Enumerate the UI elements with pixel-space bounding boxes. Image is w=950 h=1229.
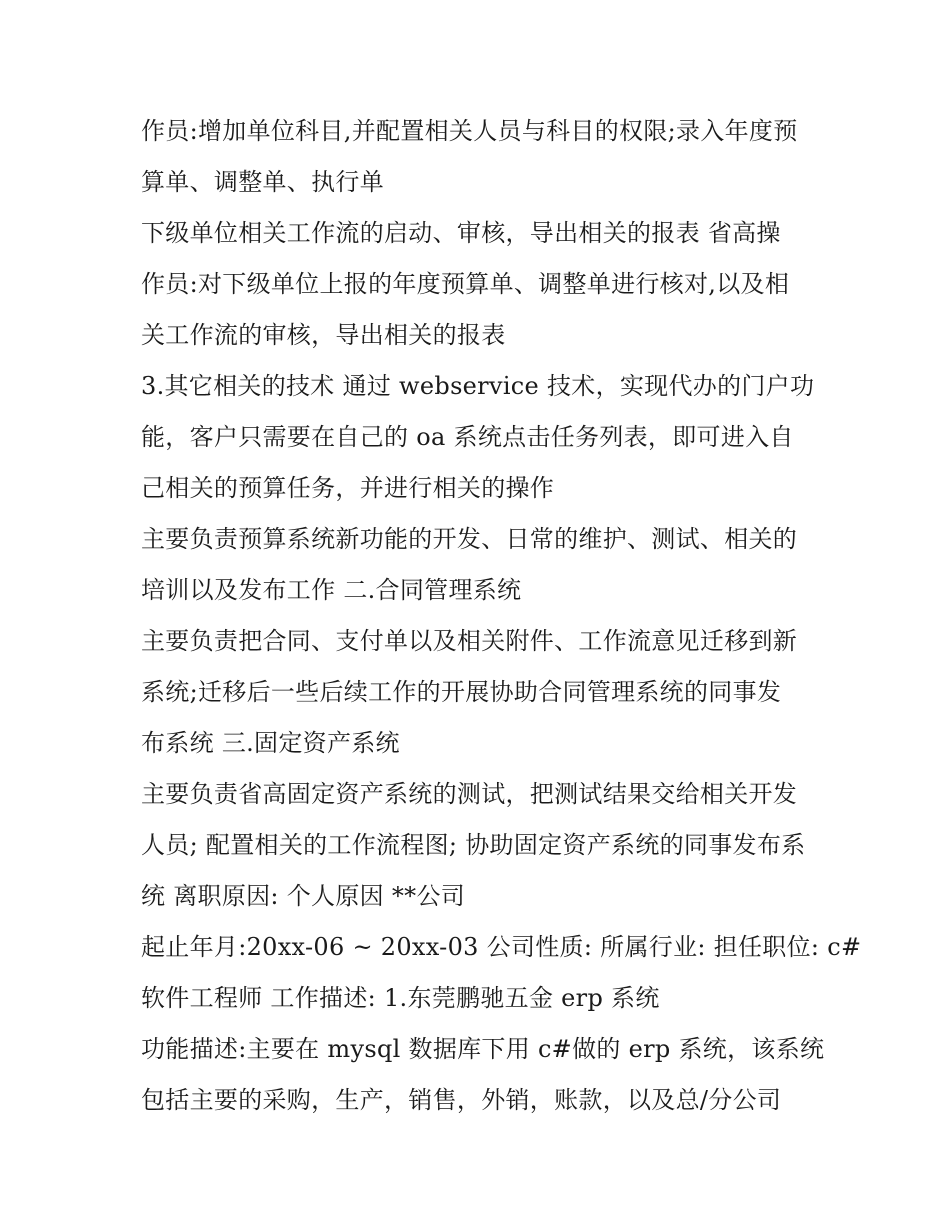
text-line: 培训以及发布工作 二.合同管理系统	[141, 576, 522, 604]
text-line: 算单、调整单、执行单	[141, 168, 384, 196]
text-line: 3.其它相关的技术 通过 webservice 技术，实现代办的门户功	[141, 372, 815, 400]
text-line: 功能描述:主要在 mysql 数据库下用 c#做的 erp 系统，该系统	[141, 1035, 825, 1063]
text-line: 人员; 配置相关的工作流程图; 协助固定资产系统的同事发布系	[141, 831, 806, 859]
text-line: 统 离职原因: 个人原因 **公司	[141, 882, 466, 910]
text-line: 关工作流的审核，导出相关的报表	[141, 321, 506, 349]
text-line: 能，客户只需要在自己的 oa 系统点击任务列表，即可进入自	[141, 423, 794, 451]
text-line: 包括主要的采购，生产，销售，外销，账款，以及总/分公司	[141, 1086, 782, 1114]
text-line: 软件工程师 工作描述: 1.东莞鹏驰五金 erp 系统	[141, 984, 660, 1012]
text-line: 起止年月:20xx-06 ~ 20xx-03 公司性质: 所属行业: 担任职位: c#	[141, 933, 862, 961]
text-line: 作员:对下级单位上报的年度预算单、调整单进行核对,以及相	[141, 270, 790, 298]
text-line: 主要负责省高固定资产系统的测试，把测试结果交给相关开发	[141, 780, 798, 808]
text-line: 主要负责预算系统新功能的开发、日常的维护、测试、相关的	[141, 525, 798, 553]
document-body	[141, 108, 862, 1128]
text-line: 己相关的预算任务，并进行相关的操作	[141, 474, 555, 502]
text-line: 作员:增加单位科目,并配置相关人员与科目的权限;录入年度预	[141, 117, 798, 145]
text-line: 主要负责把合同、支付单以及相关附件、工作流意见迁移到新	[141, 627, 798, 655]
text-line: 下级单位相关工作流的启动、审核，导出相关的报表 省高操	[141, 219, 781, 247]
text-line: 布系统 三.固定资产系统	[141, 729, 400, 757]
text-line: 系统;迁移后一些后续工作的开展协助合同管理系统的同事发	[141, 678, 782, 706]
